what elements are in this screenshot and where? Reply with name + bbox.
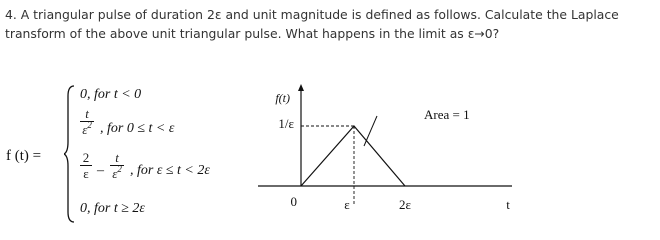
peak-label: 1/ε [278,116,294,131]
triangle-pulse [301,126,405,186]
y-axis-arrow [298,84,304,91]
case-4: 0, for t ≥ 2ε [80,201,145,216]
case-2-condition: , for 0 ≤ t < ε [100,121,175,136]
equation-lhs: f (t) = [6,148,42,164]
question-text: 4. A triangular pulse of duration 2ε and unit magnitude is defined as follows. Calculate the Laplace transform of the above unit triangular pulse. What happens in the limit as ε→0? [5,7,619,41]
x-axis-label: t [506,197,510,212]
two-epsilon-tick-label: 2ε [399,197,411,212]
area-label: Area = 1 [424,107,470,122]
left-brace [64,84,76,224]
origin-label: 0 [290,194,297,209]
case-3-fraction-b: t $\varepsilon^2$ [110,151,124,182]
case-3-minus: – [97,163,104,178]
triangle-pulse-graph [250,80,520,220]
case-3-condition: , for ε ≤ t < 2ε [130,163,210,178]
case-3-fraction-a: 2 ε [80,151,92,180]
area-pointer [364,116,377,146]
case-2-fraction: t $\varepsilon^2$ [80,107,94,138]
epsilon-tick-label: ε [344,197,350,212]
case-1: 0, for t < 0 [80,87,142,102]
y-axis-label: f(t) [275,91,290,105]
